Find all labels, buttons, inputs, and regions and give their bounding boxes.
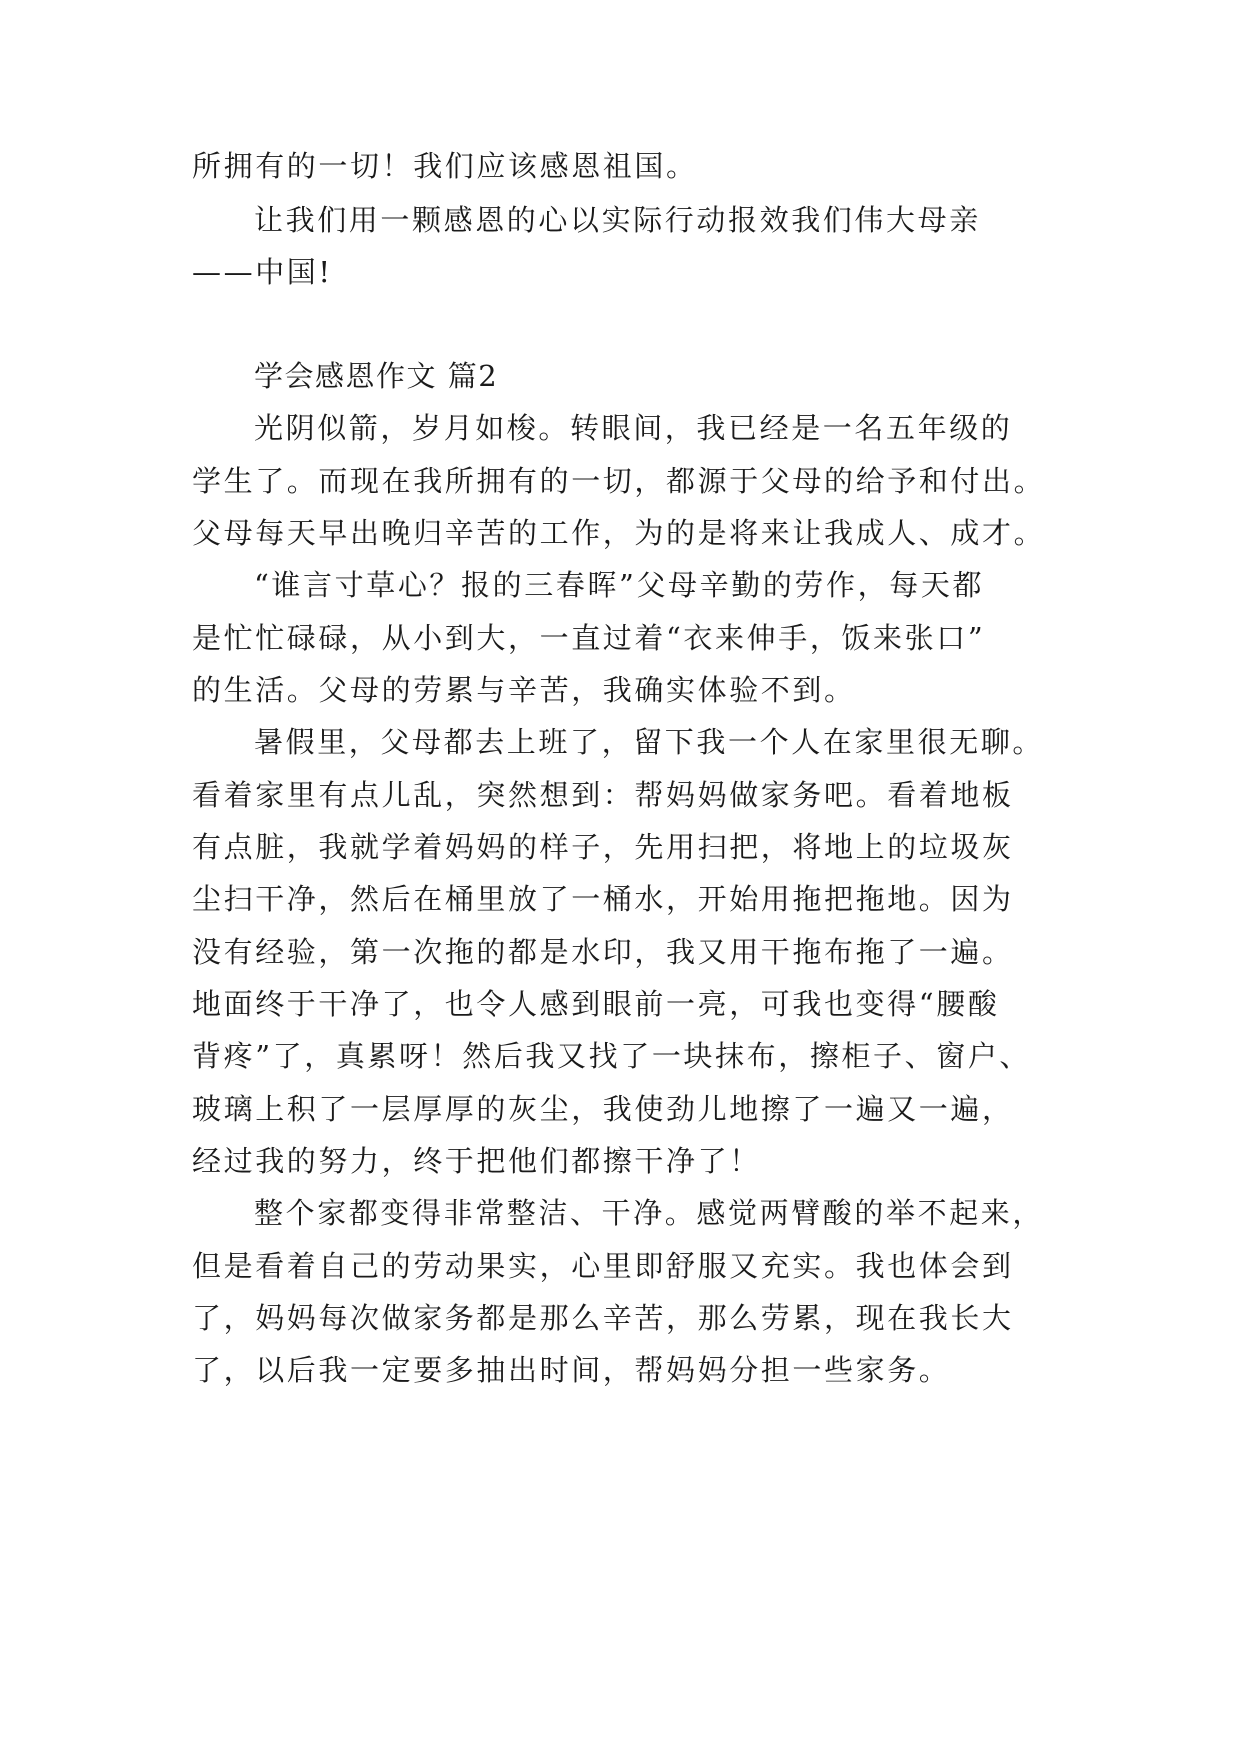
text-line: 背疼”了，真累呀！然后我又找了一块抹布，擦柜子、窗户、 [192,1039,1032,1073]
paragraph-line-start: 暑假里，父母都去上班了，留下我一个人在家里很无聊。 [254,725,1045,759]
text-line: 父母每天早出晚归辛苦的工作，为的是将来让我成人、成才。 [192,516,1046,550]
text-line: 看着家里有点儿乱，突然想到：帮妈妈做家务吧。看着地板 [192,778,1014,812]
text-line-continuation: 所拥有的一切！我们应该感恩祖国。 [192,149,698,183]
text-line: 了，以后我一定要多抽出时间，帮妈妈分担一些家务。 [192,1353,951,1387]
text-line: 有点脏，我就学着妈妈的样子，先用扫把，将地上的垃圾灰 [192,830,1014,864]
text-line: 学生了。而现在我所拥有的一切，都源于父母的给予和付出。 [192,464,1046,498]
text-line: 地面终于干净了，也令人感到眼前一亮，可我也变得“腰酸 [192,987,1000,1021]
paragraph-line-start: 让我们用一颗感恩的心以实际行动报效我们伟大母亲 [254,203,981,237]
paragraph-line-start: 光阴似箭，岁月如梭。转眼间，我已经是一名五年级的 [254,411,1013,445]
text-line: 的生活。父母的劳累与辛苦，我确实体验不到。 [192,673,856,707]
paragraph-line-start: “谁言寸草心？报的三春晖”父母辛勤的劳作，每天都 [254,568,985,602]
text-line: 尘扫干净，然后在桶里放了一桶水，开始用拖把拖地。因为 [192,882,1014,916]
text-line: 没有经验，第一次拖的都是水印，我又用干拖布拖了一遍。 [192,935,1014,969]
text-line: 但是看着自己的劳动果实，心里即舒服又充实。我也体会到 [192,1249,1014,1283]
section-heading: 学会感恩作文 篇2 [254,359,499,393]
text-line: 了，妈妈每次做家务都是那么辛苦，那么劳累，现在我长大 [192,1301,1014,1335]
text-line: ——中国! [192,255,333,289]
text-line: 是忙忙碌碌，从小到大，一直过着“衣来伸手，饭来张口” [192,621,986,655]
text-line: 经过我的努力，终于把他们都擦干净了！ [192,1144,761,1178]
text-line: 玻璃上积了一层厚厚的灰尘，我使劲儿地擦了一遍又一遍， [192,1092,1014,1126]
paragraph-line-start: 整个家都变得非常整洁、干净。感觉两臂酸的举不起来， [254,1196,1045,1230]
